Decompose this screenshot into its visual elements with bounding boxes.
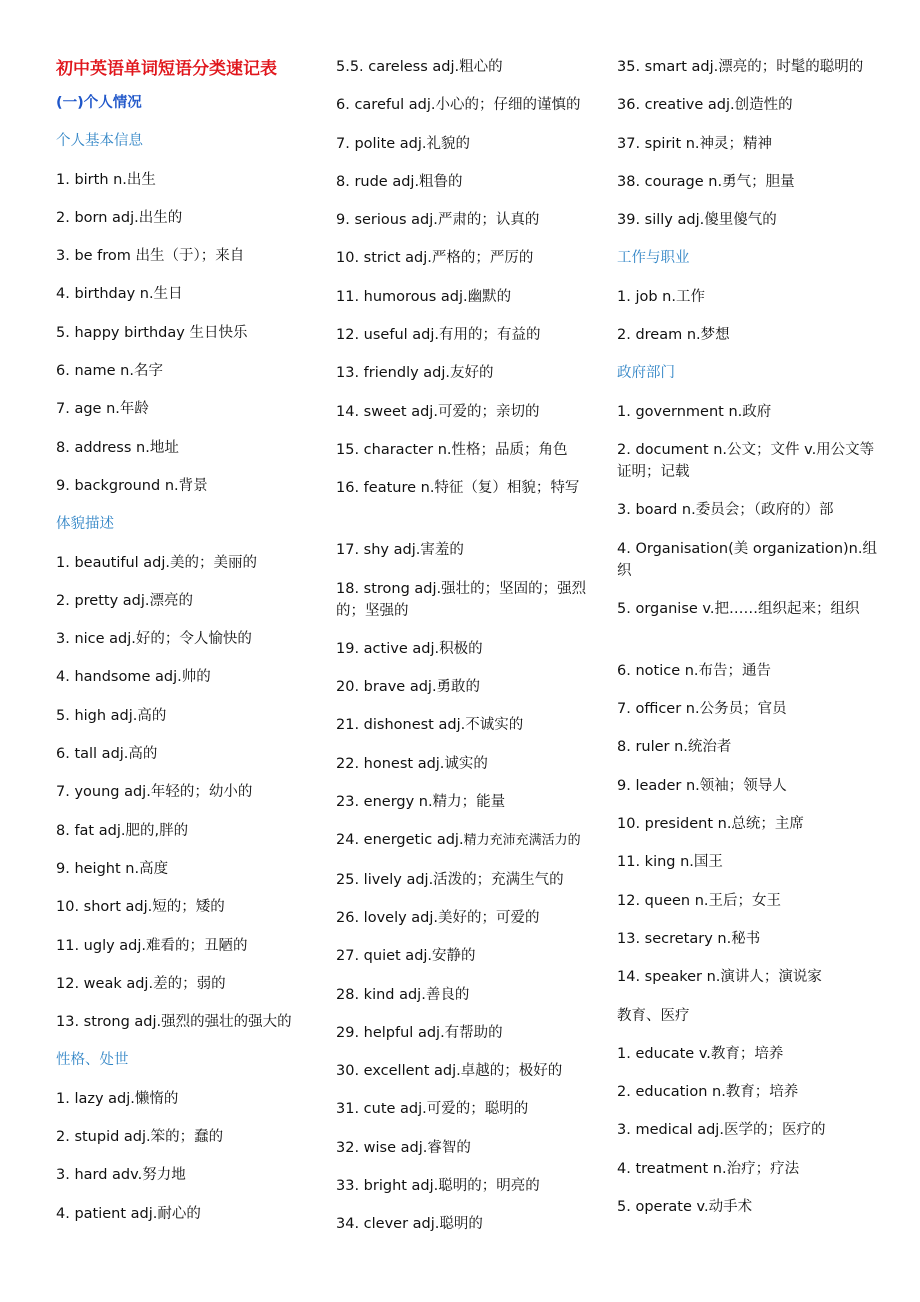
list-item: 5. operate v.动手术 xyxy=(617,1199,753,1216)
list-item: 10. short adj.短的；矮的 xyxy=(56,899,225,916)
list-item: 2. education n.教育；培养 xyxy=(617,1084,799,1101)
list-item: 12. weak adj.差的；弱的 xyxy=(56,975,226,992)
list-item: 21. dishonest adj.不诚实的 xyxy=(336,717,524,734)
list-item: 11. king n.国王 xyxy=(617,854,723,871)
list-item xyxy=(336,829,598,852)
list-item: 27. quiet adj.安静的 xyxy=(336,948,476,965)
list-item: 7. age n.年龄 xyxy=(56,401,149,418)
list-item: 11. humorous adj.幽默的 xyxy=(336,288,512,305)
list-item: 8. rude adj.粗鲁的 xyxy=(336,173,463,190)
column-3 xyxy=(617,56,879,1234)
list-item: 23. energy n.精力；能量 xyxy=(336,794,506,811)
list-item: 30. excellent adj.卓越的；极好的 xyxy=(336,1063,563,1080)
heading-appearance: 体貌描述 xyxy=(56,516,114,533)
list-item: 14. sweet adj.可爱的；亲切的 xyxy=(336,403,540,420)
list-item: 2. pretty adj.漂亮的 xyxy=(56,592,193,609)
list-item: 3. hard adv.努力地 xyxy=(56,1167,186,1184)
list-item: 6. name n.名字 xyxy=(56,363,163,380)
list-item: 7. officer n.公务员；官员 xyxy=(617,701,787,718)
list-item: 6. careful adj.小心的；仔细的谨慎的 xyxy=(336,97,581,114)
list-item: 20. brave adj.勇敢的 xyxy=(336,679,481,696)
list-item: 10. strict adj.严格的；严厉的 xyxy=(336,250,534,267)
list-item: 11. ugly adj.难看的；丑陋的 xyxy=(56,937,248,954)
list-item: 13. secretary n.秘书 xyxy=(617,930,761,947)
list-item: 22. honest adj.诚实的 xyxy=(336,755,488,772)
list-item: 7. polite adj.礼貌的 xyxy=(336,135,471,152)
list-item: 17. shy adj.害羞的 xyxy=(336,542,464,559)
list-item: 1. beautiful adj.美的；美丽的 xyxy=(56,554,258,571)
list-item: 2. dream n.梦想 xyxy=(617,327,730,344)
list-item: 9. serious adj.严肃的；认真的 xyxy=(336,212,540,229)
list-item: 8. fat adj.肥的,胖的 xyxy=(56,822,189,839)
item-definition: 精力充沛充满活力的 xyxy=(463,833,581,849)
list-item: 31. cute adj.可爱的；聪明的 xyxy=(336,1101,529,1118)
list-item: 36. creative adj.创造性的 xyxy=(617,97,793,114)
list-item: 39. silly adj.傻里傻气的 xyxy=(617,212,777,229)
list-item: 16. feature n.特征（复）相貌；特写 xyxy=(336,480,580,497)
list-item: 2. document n.公文；文件 v.用公文等证明；记载 xyxy=(617,441,875,480)
heading-basic-info: 个人基本信息 xyxy=(56,133,143,150)
list-item: 18. strong adj.强壮的；坚固的；强烈的；坚强的 xyxy=(336,580,587,619)
list-item: 9. leader n.领袖；领导人 xyxy=(617,777,787,794)
list-item: 3. board n.委员会；（政府的）部 xyxy=(617,502,834,519)
list-item: 5. happy birthday 生日快乐 xyxy=(56,324,248,341)
column-1 xyxy=(56,56,318,1241)
list-item: 5. organise v.把……组织起来；组织 xyxy=(617,600,860,617)
list-item: 13. friendly adj.友好的 xyxy=(336,365,494,382)
section-personal-info: (一)个人情况 xyxy=(56,95,142,111)
list-item: 34. clever adj.聪明的 xyxy=(336,1216,483,1233)
list-item: 9. background n.背景 xyxy=(56,477,208,494)
list-item: 1. lazy adj.懒惰的 xyxy=(56,1090,179,1107)
list-item: 28. kind adj.善良的 xyxy=(336,986,470,1003)
page-title: 初中英语单词短语分类速记表 xyxy=(56,59,277,79)
list-item: 1. government n.政府 xyxy=(617,403,772,420)
list-item: 10. president n.总统；主席 xyxy=(617,816,804,833)
list-item: 7. young adj.年轻的；幼小的 xyxy=(56,784,253,801)
list-item: 5.5. careless adj.粗心的 xyxy=(336,59,503,75)
list-item: 38. courage n.勇气；胆量 xyxy=(617,173,795,190)
list-item: 6. notice n.布告；通告 xyxy=(617,662,772,679)
list-item: 6. tall adj.高的 xyxy=(56,746,158,763)
list-item: 2. born adj.出生的 xyxy=(56,209,183,226)
list-item: 15. character n.性格；品质；角色 xyxy=(336,441,568,458)
list-item: 3. nice adj.好的；令人愉快的 xyxy=(56,631,252,648)
list-item: 1. job n.工作 xyxy=(617,288,705,305)
heading-character: 性格、处世 xyxy=(56,1052,129,1069)
list-item: 32. wise adj.睿智的 xyxy=(336,1139,471,1156)
list-item: 35. smart adj.漂亮的；时髦的聪明的 xyxy=(617,59,864,75)
heading-work: 工作与职业 xyxy=(617,250,690,267)
list-item: 4. patient adj.耐心的 xyxy=(56,1205,201,1222)
column-2 xyxy=(336,56,598,1252)
item-word: 24. energetic adj. xyxy=(336,832,464,849)
list-item: 26. lovely adj.美好的；可爱的 xyxy=(336,909,540,926)
list-item: 3. medical adj.医学的；医疗的 xyxy=(617,1122,826,1139)
list-item: 12. queen n.王后；女王 xyxy=(617,892,782,909)
list-item: 14. speaker n.演讲人；演说家 xyxy=(617,969,822,986)
heading-education: 教育、医疗 xyxy=(617,1007,690,1024)
list-item: 1. birth n.出生 xyxy=(56,171,156,188)
list-item: 5. high adj.高的 xyxy=(56,707,167,724)
list-item: 2. stupid adj.笨的；蠢的 xyxy=(56,1129,224,1146)
list-item: 19. active adj.积极的 xyxy=(336,640,483,657)
list-item: 3. be from 出生（于）；来自 xyxy=(56,248,245,265)
list-item: 1. educate v.教育；培养 xyxy=(617,1045,784,1062)
list-item: 29. helpful adj.有帮助的 xyxy=(336,1024,503,1041)
list-item: 25. lively adj.活泼的；充满生气的 xyxy=(336,871,564,888)
list-item: 13. strong adj.强烈的强壮的强大的 xyxy=(56,1014,292,1031)
list-item: 8. ruler n.统治者 xyxy=(617,739,732,756)
list-item: 4. birthday n.生日 xyxy=(56,286,183,303)
list-item: 33. bright adj.聪明的；明亮的 xyxy=(336,1178,540,1195)
list-item: 8. address n.地址 xyxy=(56,439,179,456)
list-item: 9. height n.高度 xyxy=(56,860,169,877)
list-item: 4. handsome adj.帅的 xyxy=(56,669,211,686)
list-item: 12. useful adj.有用的；有益的 xyxy=(336,327,541,344)
list-item: 4. treatment n.治疗；疗法 xyxy=(617,1160,800,1177)
list-item: 4. Organisation(美 organization)n.组织 xyxy=(617,540,877,579)
heading-government: 政府部门 xyxy=(617,365,675,382)
list-item: 37. spirit n.神灵；精神 xyxy=(617,135,773,152)
